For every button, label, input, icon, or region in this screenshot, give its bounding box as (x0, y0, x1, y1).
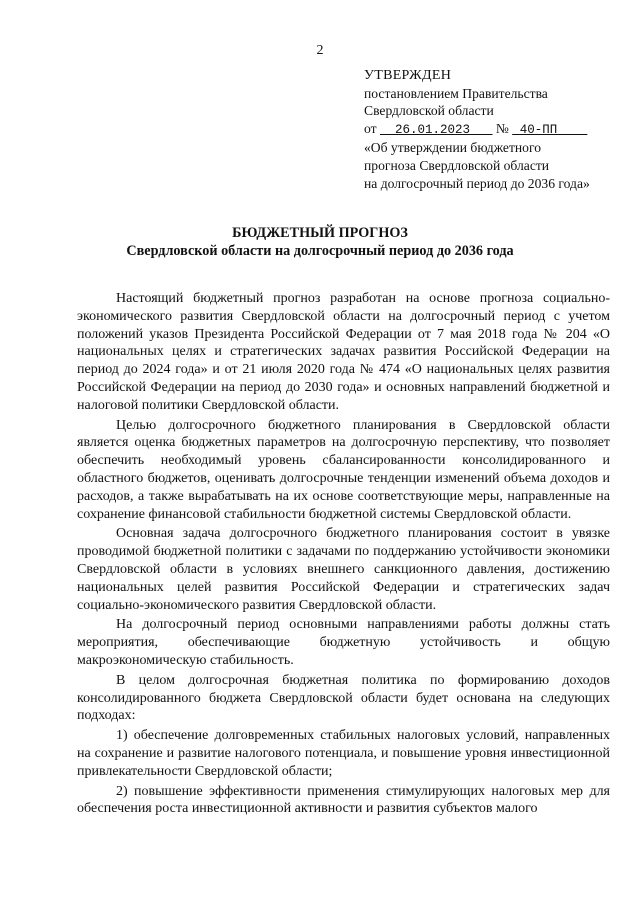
approval-title-line1: «Об утверждении бюджетного (364, 140, 541, 156)
paragraph-1: Настоящий бюджетный прогноз разработан на основе прогноза социально-экономического развития Свердловской области на долгосрочный период с учетом положений указов Президента Российской Федерации от 7 мая 2018 года № 204 «О национальных целях и стратегических задачах развития Российской Федерации на период до 2024 года» и от 21 июля 2020 года № 474 «О национальных целях развития Российской Федерации на период до 2030 года» и основных направлений бюджетной и налоговой политики Свердловской области. (77, 291, 610, 413)
list-item-2: 2) повышение эффективности применения стимулирующих налоговых мер для обеспечения роста инвестиционной активности и развития субъектов малого (77, 783, 610, 817)
document-title: БЮДЖЕТНЫЙ ПРОГНОЗ (232, 225, 408, 241)
approval-region: Свердловской области (364, 103, 494, 119)
list-item-1: 1) обеспечение долговременных стабильных налоговых условий, направленных на сохранение и развитие налогового потенциала, и повышение уровня инвестиционной привлекательности Свердловской области; (77, 728, 610, 779)
approval-issuer: постановлением Правительства (364, 85, 548, 101)
approval-date-line (364, 120, 624, 140)
approval-block (364, 67, 624, 192)
approval-title-line3: на долгосрочный период до 2036 года» (364, 175, 590, 191)
paragraph-5: В целом долгосрочная бюджетная политика по формированию доходов консолидированного бюджета Свердловской области будет основана на следующих подходах: (77, 672, 610, 724)
approval-number: _40-ПП____ (512, 122, 588, 137)
document-body (77, 290, 610, 820)
date-prefix: от (364, 120, 377, 136)
approval-heading: УТВЕРЖДЕН (364, 68, 452, 83)
page-number: 2 (316, 43, 324, 58)
paragraph-4: На долгосрочный период основными направлениями работы должны стать мероприятия, обеспечивающие бюджетную устойчивость и общую макроэкономическую стабильность. (77, 617, 610, 668)
document-subtitle: Свердловской области на долгосрочный период до 2036 года (126, 243, 514, 259)
approval-title-line2: прогноза Свердловской области (364, 157, 550, 173)
paragraph-3: Основная задача долгосрочного бюджетного планирования состоит в увязке проводимой бюджетной политики с задачами по поддержанию устойчивости экономики Свердловской области в условиях внешнего санкционного давления, достижению национальных целей развития Российской Федерации и стратегических задач социально-экономического развития Свердловской области. (77, 526, 610, 613)
paragraph-2: Целью долгосрочного бюджетного планирования в Свердловской области является оценка бюджетных параметров на долгосрочную перспективу, что позволяет обеспечить необходимый уровень сбалансированности консолидированного и областного бюджетов, оценивать долгосрочные тенденции изменений объема доходов и расходов, а также вырабатывать на их основе соответствующие меры, направленные на сохранение финансовой стабильности бюджетной системы Свердловской области. (77, 417, 610, 522)
number-prefix: № (495, 120, 509, 136)
document-title-block (0, 224, 640, 260)
approval-date: __26.01.2023___ (379, 122, 493, 137)
